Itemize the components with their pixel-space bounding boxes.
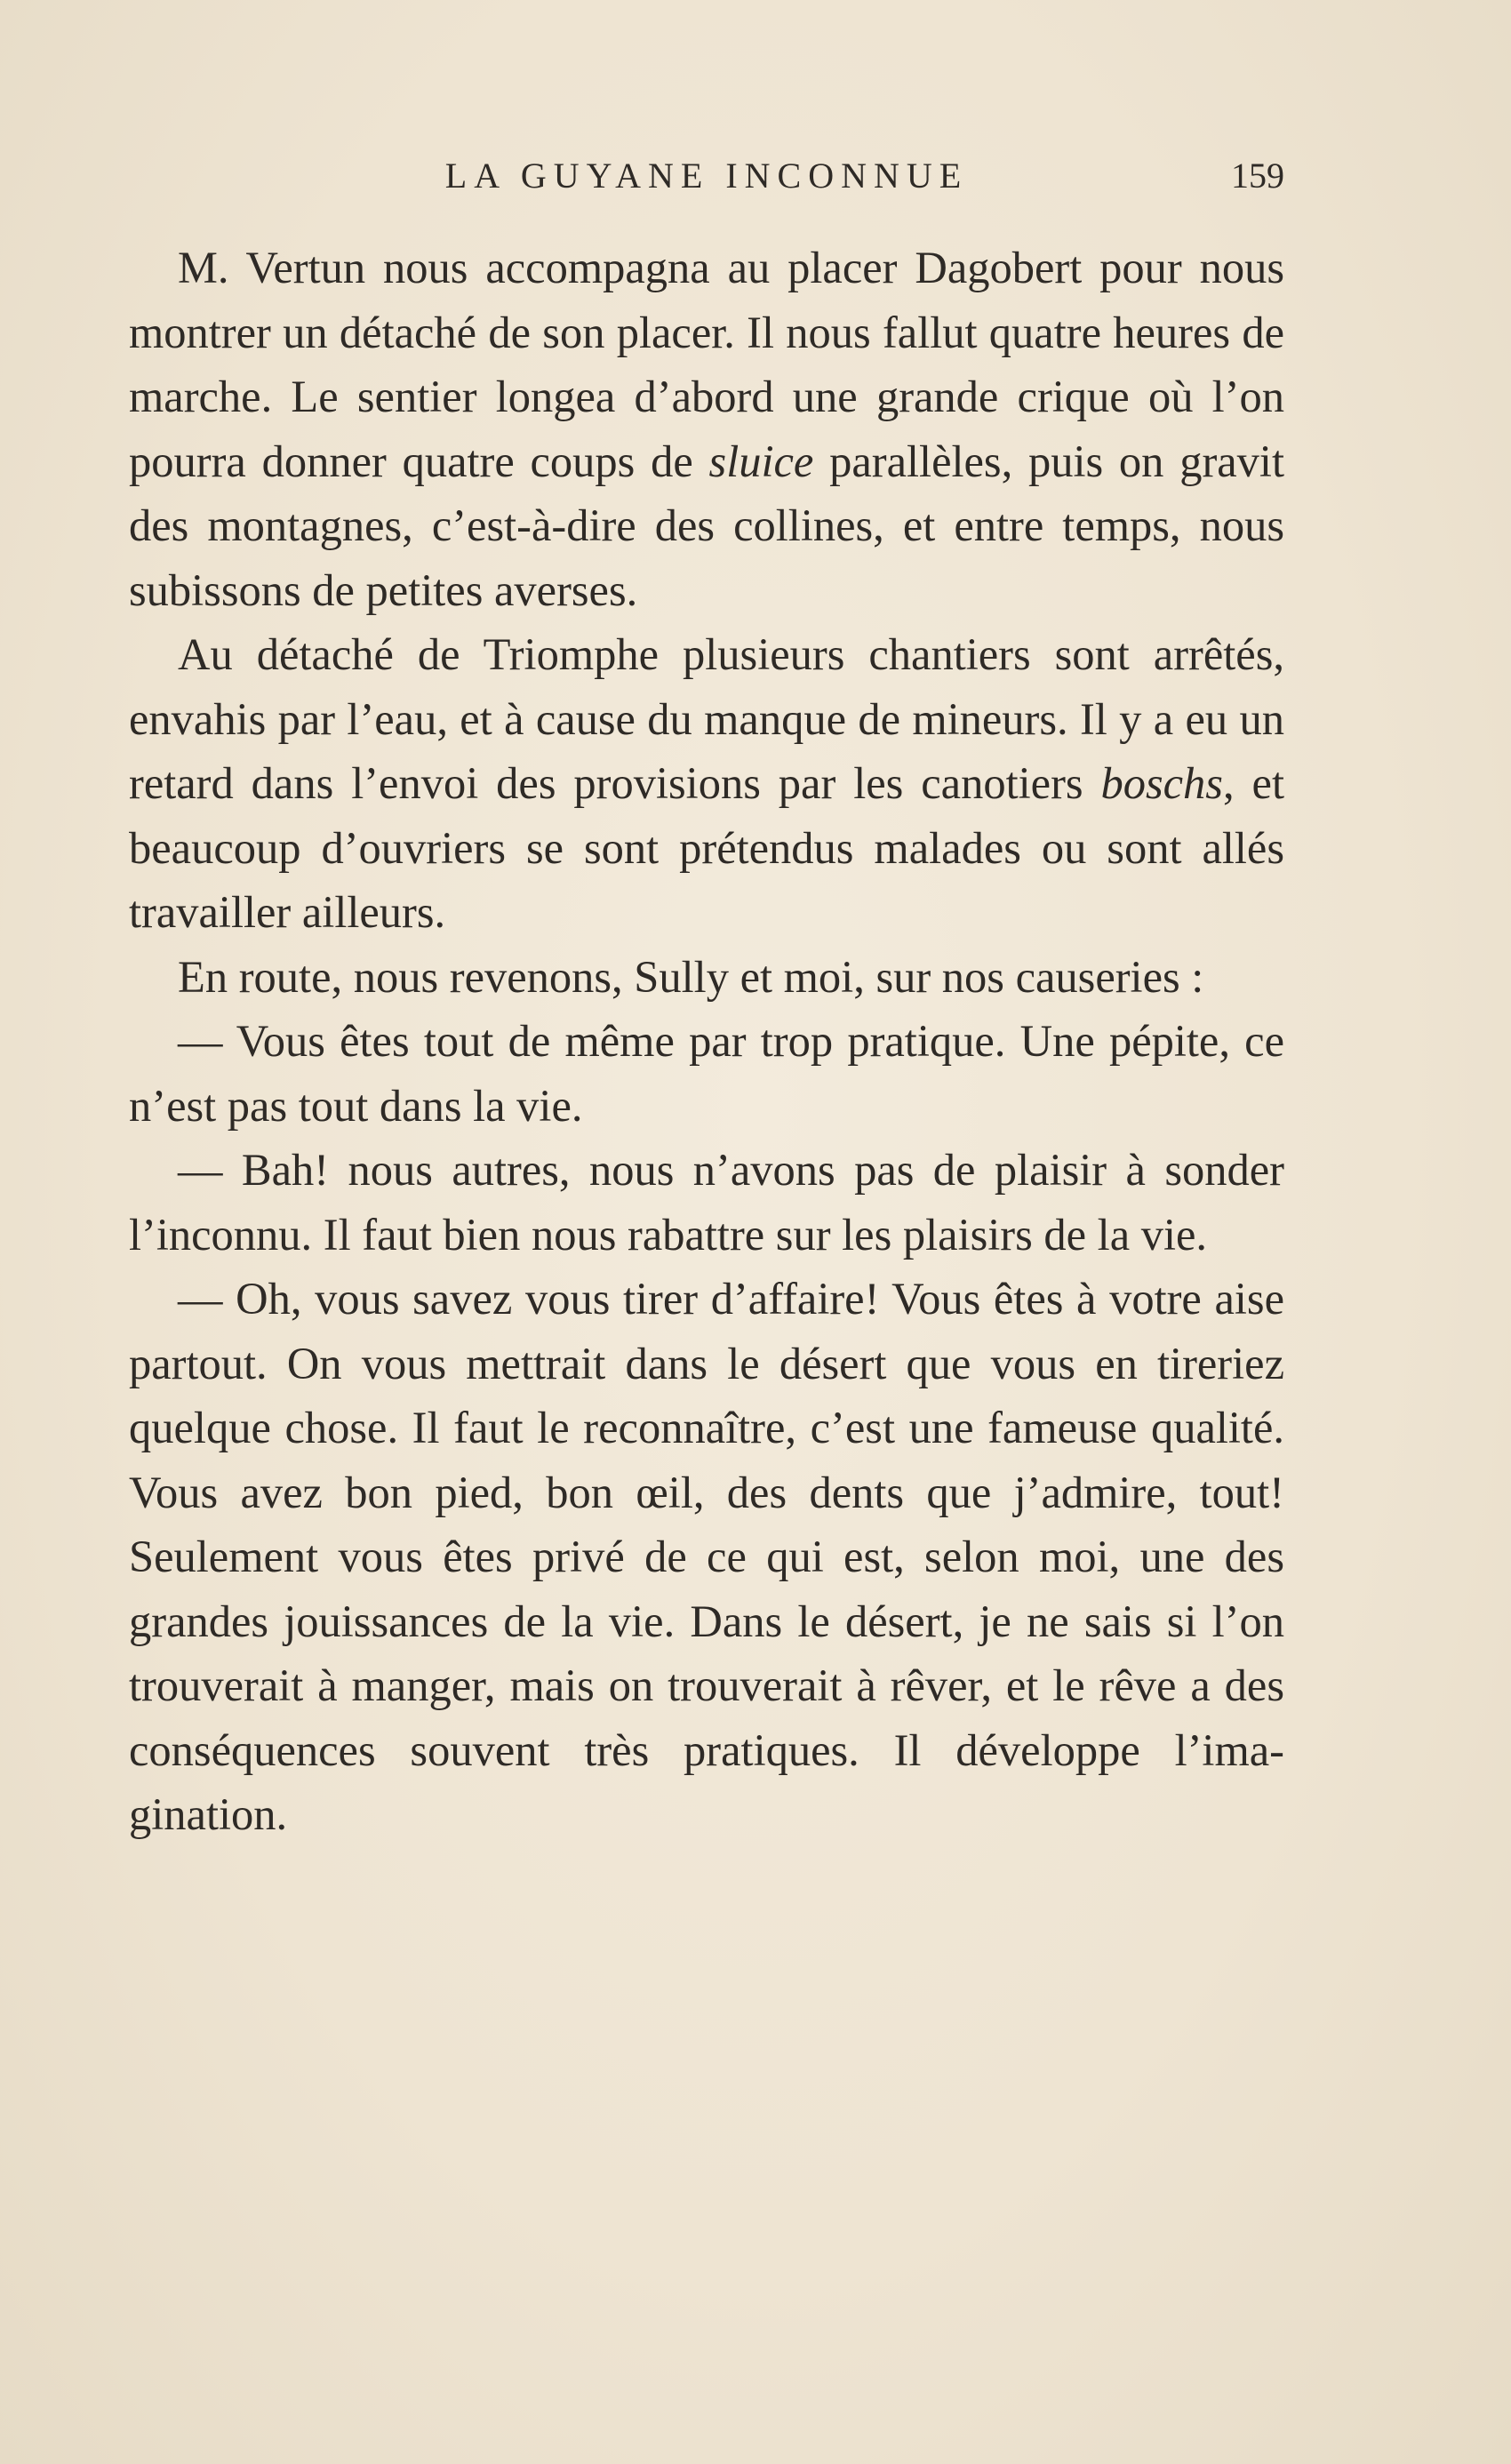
- paragraph: Au détaché de Triomphe plusieurs chantiers sont arrêtés, envahis par l’eau, et à cause du manque de mineurs. Il y a eu un retard dans l’envoi des provisions par les canotiers boschs, et beaucoup d’ouvriers se sont prétendus malades ou sont allés travailler ailleurs.: [129, 629, 1284, 937]
- running-title: LA GUYANE INCONNUE: [444, 156, 969, 196]
- dialogue-paragraph: — Oh, vous savez vous tirer d’affaire! Vous êtes à votre aise partout. On vous mettrait dans le désert que vous en tireriez quelque chose. Il faut le reconnaître, c’est une fameuse qualité. Vous avez bon pied, bon œil, des dents que j’admire, tout! Seulement vous êtes privé de ce qui est, selon moi, une des grandes jouissances de la vie. Dans le désert, je ne sais si l’on trouverait à manger, mais on trouverait à rêver, et le rêve a des conséquences souvent très pratiques. Il développe l’imagination.: [129, 1274, 1284, 1839]
- body-text: [129, 236, 1284, 1847]
- running-header: [129, 149, 1284, 203]
- page-number: 159: [1231, 156, 1284, 196]
- paragraph: En route, nous revenons, Sully et moi, sur nos causeries :: [178, 951, 1204, 1002]
- dialogue-paragraph: — Vous êtes tout de même par trop pratique. Une pépite, ce n’est pas tout dans la vie.: [129, 1016, 1284, 1131]
- paragraph: M. Vertun nous accompagna au placer Dagobert pour nous montrer un détaché de son placer. Il nous fallut quatre heures de marche. Le sentier longea d’abord une grande crique où l’on pourra donner quatre coups de sluice parallèles, puis on gravit des montagnes, c’est-à-dire des collines, et entre temps, nous subissons de petites averses.: [129, 243, 1284, 615]
- dialogue-paragraph: — Bah! nous autres, nous n’avons pas de plaisir à sonder l’inconnu. Il faut bien nous rabattre sur les plaisirs de la vie.: [129, 1145, 1284, 1260]
